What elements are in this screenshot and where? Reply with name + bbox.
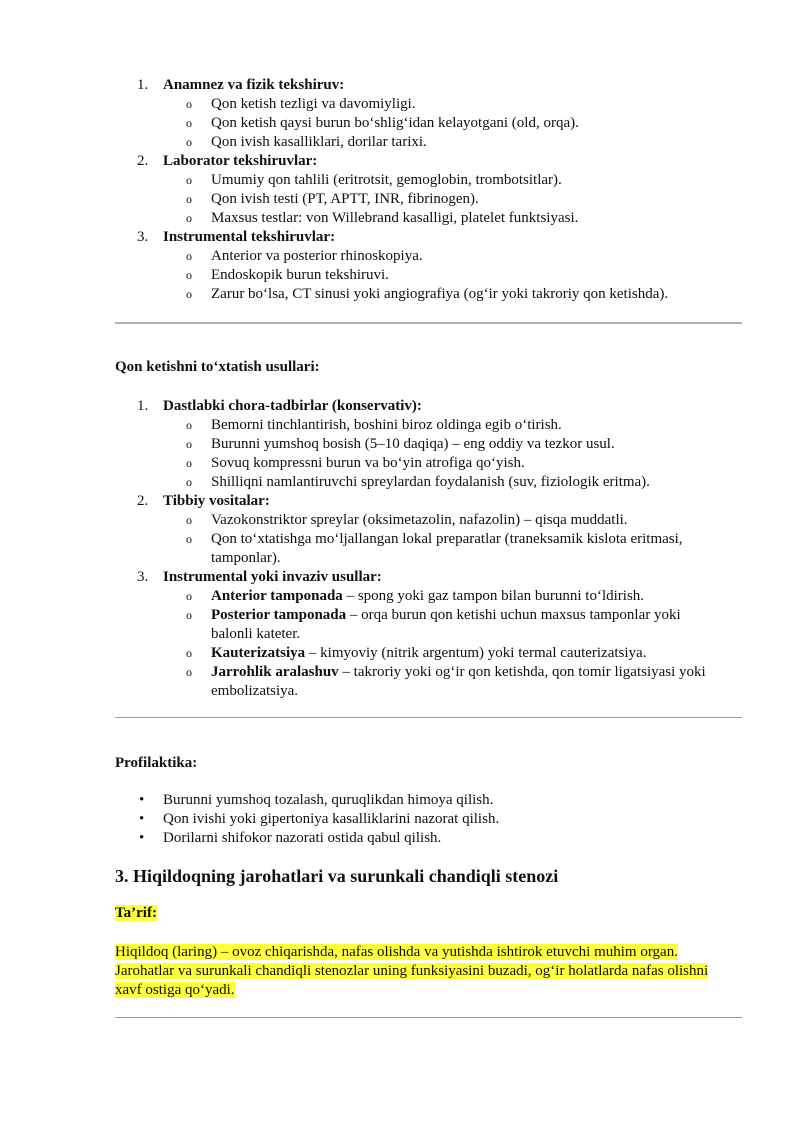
sub-item-text: Maxsus testlar: von Willebrand kasalligi, platelet funktsiyasi. bbox=[211, 210, 579, 226]
prophylaxis-list bbox=[0, 791, 800, 848]
circle-bullet-icon: o bbox=[186, 116, 192, 130]
sub-item-text: – spong yoki gaz tampon bilan burunni to‘ldirish. bbox=[342, 588, 645, 604]
sub-item-text: Zarur bo‘lsa, CT sinusi yoki angiografiya (og‘ir yoki takroriy qon ketishda). bbox=[211, 286, 669, 302]
sub-item bbox=[163, 587, 721, 606]
item-number: 1. bbox=[137, 398, 149, 414]
circle-bullet-icon: o bbox=[186, 249, 192, 263]
item-title: Anamnez va fizik tekshiruv: bbox=[163, 77, 345, 93]
sub-item-text: Bemorni tinchlantirish, boshini biroz oldinga egib o‘tirish. bbox=[211, 417, 562, 433]
circle-bullet-icon: o bbox=[186, 211, 192, 225]
sub-item bbox=[163, 114, 721, 133]
sub-item bbox=[163, 171, 721, 190]
sub-list bbox=[163, 416, 800, 492]
item-title: Instrumental yoki invaziv usullar: bbox=[163, 569, 382, 585]
circle-bullet-icon: o bbox=[186, 608, 192, 622]
bullet-item bbox=[0, 810, 800, 829]
sub-item-text: Qon ivish testi (PT, APTT, INR, fibrinogen). bbox=[211, 191, 479, 207]
chapter-heading: 3. Hiqildoqning jarohatlari va surunkali chandiqli stenozi bbox=[115, 866, 559, 886]
bullet-item-text: Burunni yumshoq tozalash, quruqlikdan himoya qilish. bbox=[163, 792, 494, 808]
circle-bullet-icon: o bbox=[186, 173, 192, 187]
sub-item bbox=[163, 663, 721, 701]
bullet-item-text: Dorilarni shifokor nazorati ostida qabul qilish. bbox=[163, 830, 442, 846]
sub-item bbox=[163, 95, 721, 114]
numbered-item bbox=[0, 152, 800, 228]
sub-list bbox=[163, 95, 800, 152]
sub-item bbox=[163, 511, 721, 530]
circle-bullet-icon: o bbox=[186, 532, 192, 546]
circle-bullet-icon: o bbox=[186, 665, 192, 679]
definition-label-text: Ta’rif: bbox=[115, 905, 157, 921]
definition-paragraph bbox=[115, 943, 735, 1000]
circle-bullet-icon: o bbox=[186, 192, 192, 206]
sub-item bbox=[163, 435, 721, 454]
sub-item-text: Qon ketish qaysi burun bo‘shlig‘idan kelayotgani (old, orqa). bbox=[211, 115, 579, 131]
circle-bullet-icon: o bbox=[186, 97, 192, 111]
definition-paragraph-text: Hiqildoq (laring) – ovoz chiqarishda, nafas olishda va yutishda ishtirok etuvchi muhim organ. Jarohatlar va surunkali chandiqli stenozlar uning funksiyasini buzadi, og‘ir holatlarda nafas olishni xavf ostiga qo‘yadi. bbox=[115, 944, 709, 998]
item-number: 3. bbox=[137, 569, 149, 585]
item-number: 2. bbox=[137, 153, 149, 169]
numbered-item bbox=[0, 492, 800, 568]
diagnostics-list bbox=[0, 76, 800, 304]
sub-item bbox=[163, 209, 721, 228]
sub-item bbox=[163, 133, 721, 152]
circle-bullet-icon: o bbox=[186, 589, 192, 603]
item-number: 3. bbox=[137, 229, 149, 245]
sub-item-term: Kauterizatsiya bbox=[211, 645, 306, 661]
sub-item bbox=[163, 644, 721, 663]
bullet-item bbox=[0, 829, 800, 848]
divider bbox=[115, 1017, 742, 1018]
section-heading-stopping-methods: Qon ketishni to‘xtatish usullari: bbox=[115, 359, 320, 375]
sub-item bbox=[163, 606, 721, 644]
circle-bullet-icon: o bbox=[186, 268, 192, 282]
sub-item-text: Umumiy qon tahlili (eritrotsit, gemoglobin, trombotsitlar). bbox=[211, 172, 562, 188]
divider bbox=[115, 322, 742, 324]
sub-item-text: Vazokonstriktor spreylar (oksimetazolin, nafazolin) – qisqa muddatli. bbox=[211, 512, 628, 528]
bullet-item bbox=[0, 791, 800, 810]
sub-item bbox=[163, 473, 721, 492]
sub-list bbox=[163, 171, 800, 228]
sub-item bbox=[163, 266, 721, 285]
item-title: Tibbiy vositalar: bbox=[163, 493, 270, 509]
circle-bullet-icon: o bbox=[186, 456, 192, 470]
circle-bullet-icon: o bbox=[186, 287, 192, 301]
item-number: 2. bbox=[137, 493, 149, 509]
sub-item-text: Burunni yumshoq bosish (5–10 daqiqa) – eng oddiy va tezkor usul. bbox=[211, 436, 615, 452]
sub-item bbox=[163, 190, 721, 209]
sub-item-text: Qon ketish tezligi va davomiyligi. bbox=[211, 96, 416, 112]
sub-item bbox=[163, 416, 721, 435]
circle-bullet-icon: o bbox=[186, 135, 192, 149]
circle-bullet-icon: o bbox=[186, 513, 192, 527]
sub-item-text: Sovuq kompressni burun va bo‘yin atrofiga qo‘yish. bbox=[211, 455, 525, 471]
item-title: Dastlabki chora-tadbirlar (konservativ): bbox=[163, 398, 422, 414]
sub-item-text: – takroriy yoki og‘ir qon ketishda, qon tomir ligatsiyasi yoki embolizatsiya. bbox=[211, 664, 706, 699]
circle-bullet-icon: o bbox=[186, 646, 192, 660]
sub-item-text: Anterior va posterior rhinoskopiya. bbox=[211, 248, 423, 264]
numbered-item bbox=[0, 397, 800, 492]
bullet-dot-icon: • bbox=[139, 811, 145, 827]
sub-item-term: Posterior tamponada bbox=[211, 607, 347, 623]
item-title: Instrumental tekshiruvlar: bbox=[163, 229, 336, 245]
divider bbox=[115, 717, 742, 718]
sub-item-text: Qon to‘xtatishga mo‘ljallangan lokal preparatlar (traneksamik kislota eritmasi, tamponlar). bbox=[211, 531, 683, 566]
sub-item bbox=[163, 530, 721, 568]
sub-item-text: – orqa burun qon ketishi uchun maxsus tamponlar yoki balonli kateter. bbox=[211, 607, 681, 642]
numbered-item bbox=[0, 568, 800, 701]
sub-item-text: – kimyoviy (nitrik argentum) yoki termal cauterizatsiya. bbox=[305, 645, 647, 661]
sub-item bbox=[163, 454, 721, 473]
item-number: 1. bbox=[137, 77, 149, 93]
section-heading-prophylaxis: Profilaktika: bbox=[115, 755, 198, 771]
numbered-item bbox=[0, 76, 800, 152]
stopping-methods-list bbox=[0, 397, 800, 701]
circle-bullet-icon: o bbox=[186, 437, 192, 451]
numbered-item bbox=[0, 228, 800, 304]
sub-item bbox=[163, 247, 721, 266]
sub-list bbox=[163, 247, 800, 304]
circle-bullet-icon: o bbox=[186, 418, 192, 432]
sub-item-text: Endoskopik burun tekshiruvi. bbox=[211, 267, 389, 283]
sub-list bbox=[163, 511, 800, 568]
bullet-dot-icon: • bbox=[139, 792, 145, 808]
sub-item-text: Shilliqni namlantiruvchi spreylardan foydalanish (suv, fiziologik eritma). bbox=[211, 474, 650, 490]
circle-bullet-icon: o bbox=[186, 475, 192, 489]
bullet-item-text: Qon ivishi yoki gipertoniya kasalliklarini nazorat qilish. bbox=[163, 811, 500, 827]
sub-item-term: Jarrohlik aralashuv bbox=[211, 664, 339, 680]
bullet-dot-icon: • bbox=[139, 830, 145, 846]
sub-list bbox=[163, 587, 800, 701]
definition-label bbox=[115, 905, 157, 922]
sub-item-text: Qon ivish kasalliklari, dorilar tarixi. bbox=[211, 134, 427, 150]
sub-item bbox=[163, 285, 721, 304]
item-title: Laborator tekshiruvlar: bbox=[163, 153, 318, 169]
sub-item-term: Anterior tamponada bbox=[211, 588, 343, 604]
